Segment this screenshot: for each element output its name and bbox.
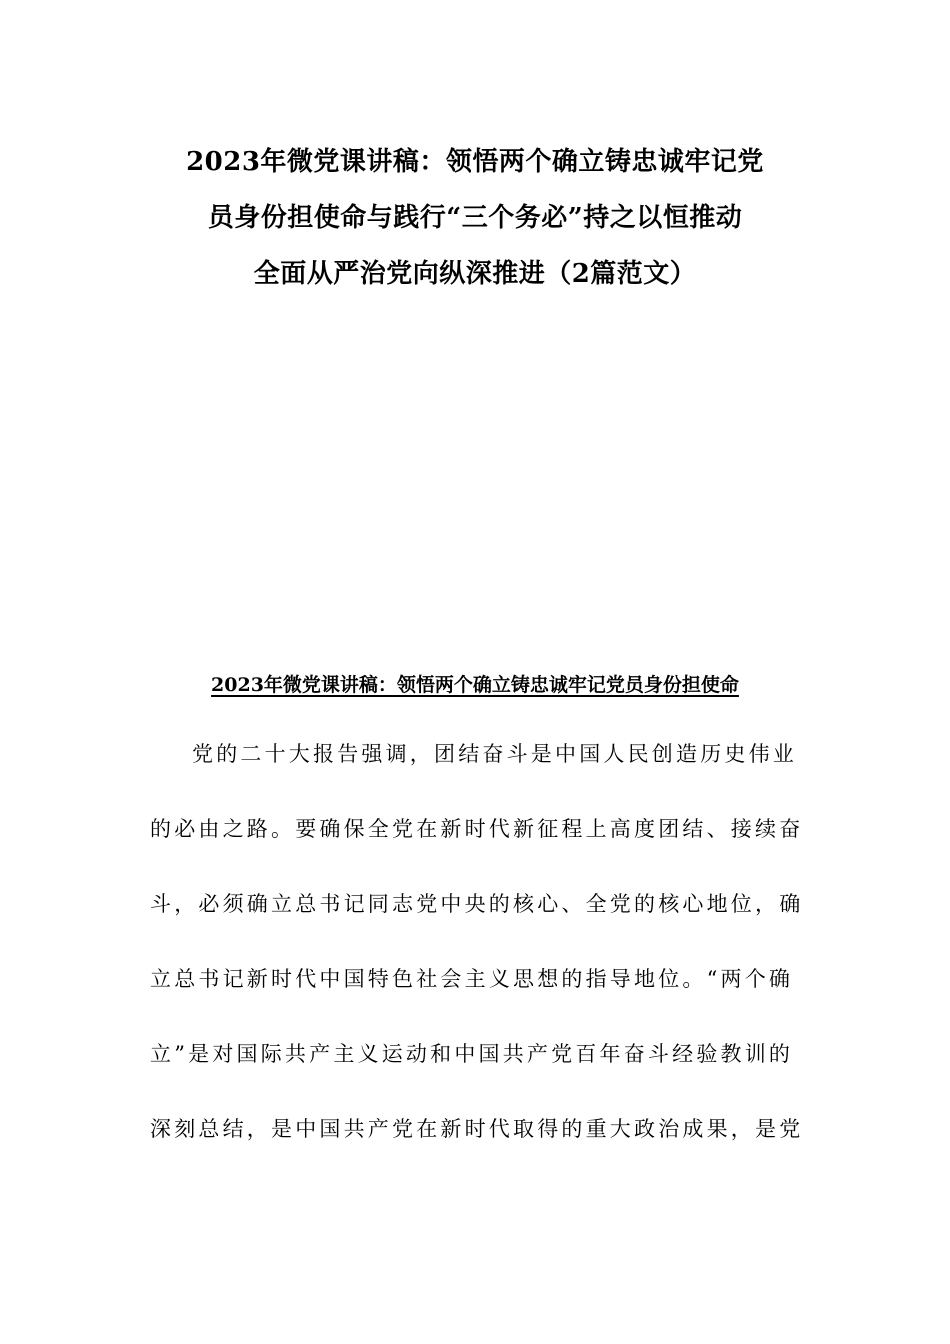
body-line-2: 的必由之路。要确保全党在新时代新征程上高度团结、接续奋: [150, 817, 804, 841]
title-line-1: 2023年微党课讲稿：领悟两个确立铸忠诚牢记党: [186, 147, 764, 177]
body-line-4: 立总书记新时代中国特色社会主义思想的指导地位。“两个确: [150, 967, 794, 991]
section-title: [120, 670, 830, 700]
body-line-5: 立”是对国际共产主义运动和中国共产党百年奋斗经验教训的: [150, 1042, 794, 1066]
body-line-1: 党的二十大报告强调，团结奋斗是中国人民创造历史伟业: [192, 742, 797, 766]
body-paragraph: [150, 730, 804, 1180]
body-line-6: 深刻总结，是中国共产党在新时代取得的重大政治成果，是党: [150, 1117, 804, 1141]
section-title-text: 2023年微党课讲稿：领悟两个确立铸忠诚牢记党员身份担使命: [211, 674, 739, 696]
title-line-2: 员身份担使命与践行“三个务必”持之以恒推动: [207, 203, 743, 233]
title-line-3: 全面从严治党向纵深推进（2篇范文）: [253, 259, 697, 289]
document-title: [120, 134, 830, 302]
body-line-3: 斗，必须确立总书记同志党中央的核心、全党的核心地位，确: [150, 892, 804, 916]
